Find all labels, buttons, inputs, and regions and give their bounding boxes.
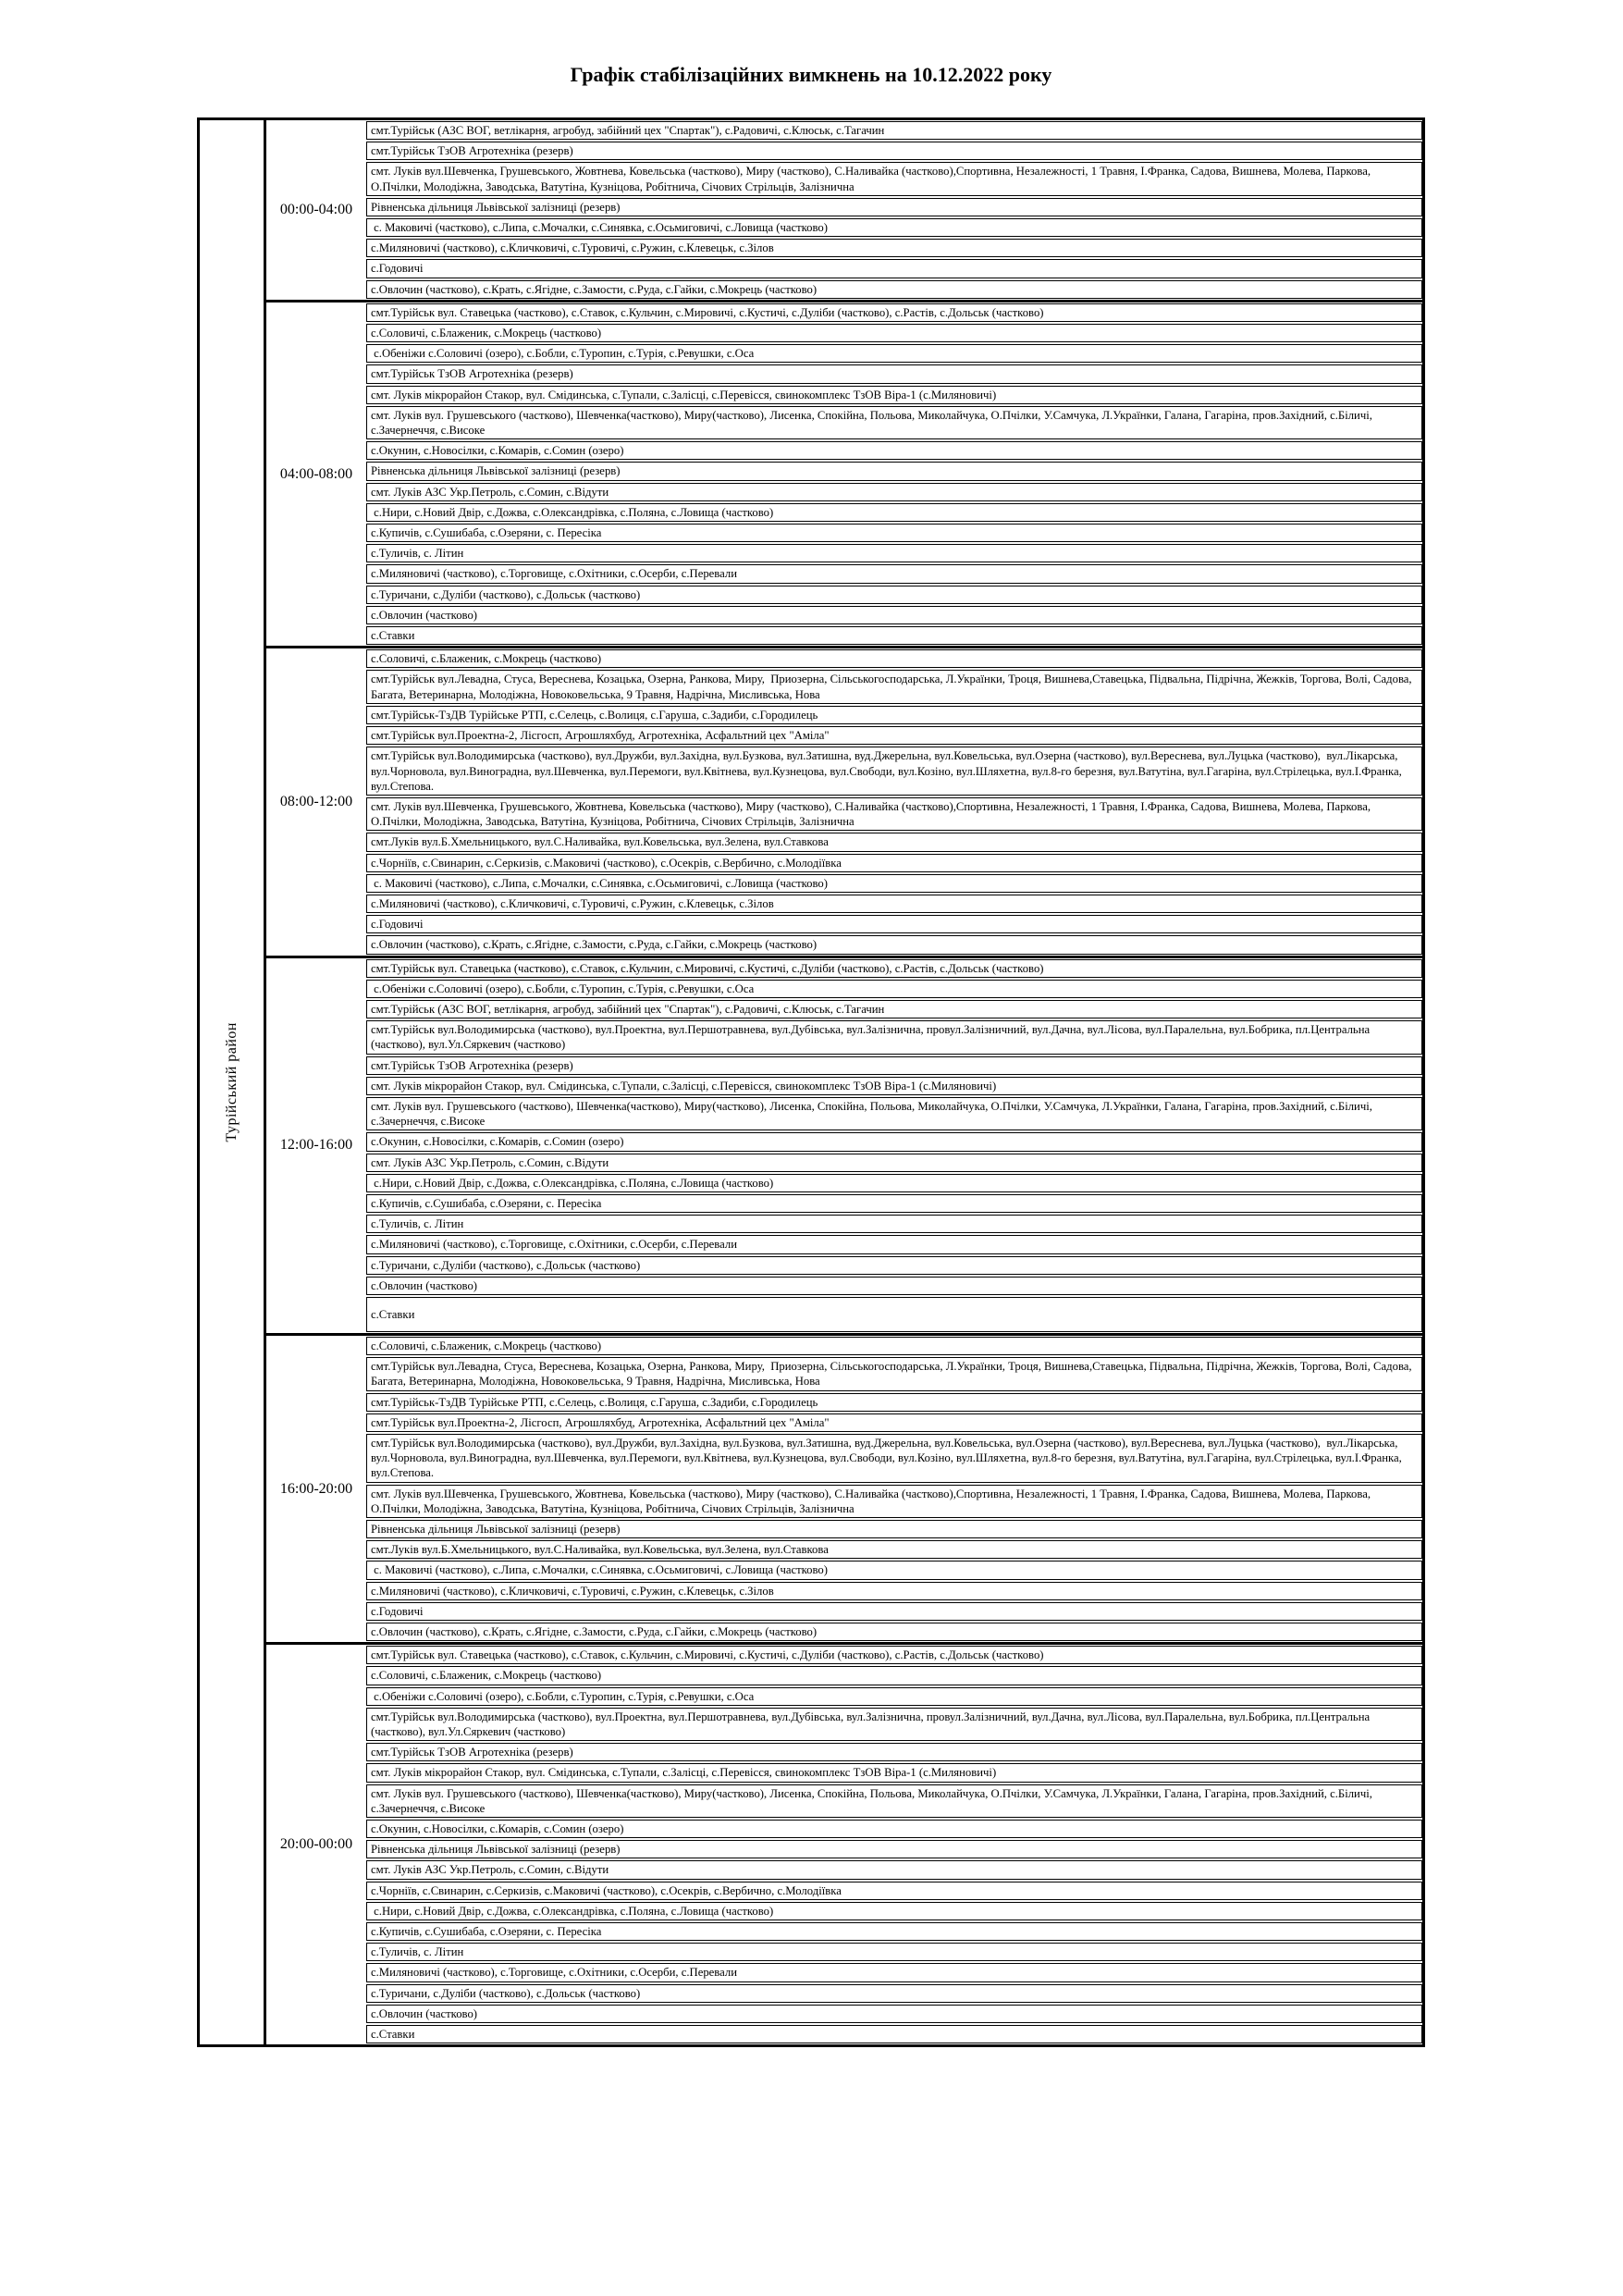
schedule-row [366,1602,1422,1621]
schedule-row [366,1708,1422,1741]
schedule-row [366,239,1422,257]
schedule-row-text: с.Нири, с.Новий Двір, с.Дожва, с.Олександрівка, с.Поляна, с.Ловища (частково) [371,1904,774,1918]
schedule-row-text: смт.Турійськ вул.Проектна-2, Лісгосп, Агрошляхбуд, Агротехніка, Асфальтний цех "Аміла" [371,1415,830,1429]
schedule-row-text: Рівненська дільниця Львівської залізниці (резерв) [371,1843,621,1857]
schedule-row [366,441,1422,460]
schedule-row [366,406,1422,439]
schedule-row [366,259,1422,278]
schedule-row-text: смт. Луків АЗС Укр.Петроль, с.Сомин, с.Відути [371,1863,609,1877]
schedule-row [366,2005,1422,2023]
schedule-row [366,649,1422,668]
schedule-row-text: смт. Луків вул. Грушевського (частково), Шевченка(частково), Миру(частково), Лисенка, Спокійна, Польова, Миколайчука, О.Пчілки, У.Самчука, Л.Українки, Галана, Гагаріна, пров.Західний, с.Біличі, с.Зачернеччя, с.Високе [371,408,1376,438]
schedule-row-text: с.Туричани, с.Дуліби (частково), с.Дольськ (частково) [371,1986,641,2000]
schedule-row-text: с.Миляновичі (частково), с.Торговище, с.Охітники, с.Осерби, с.Перевали [371,1238,737,1252]
schedule-row [366,2025,1422,2043]
schedule-row-text: смт.Турійськ вул.Володимирська (частково), вул.Проектна, вул.Першотравнева, вул.Дубівська, вул.Залізнична, провул.Залізничний, вул.Дачна, вул.Лісова, вул.Паралельна, вул.Бобрика, пл.Центральна (частково), вул.Ул.Сяркевич (частково) [371,1710,1373,1739]
schedule-row-text: смт. Луків мікрорайон Стакор, вул. Смідинська, с.Тупали, с.Залісці, с.Перевісся, свинокомплекс ТзОВ Віра-1 (с.Миляновичі) [371,1079,997,1092]
schedule-row [366,198,1422,216]
schedule-row [366,854,1422,872]
schedule-row-text: с.Миляновичі (частково), с.Кличковичі, с.Туровичі, с.Ружин, с.Клевецьк, с.Зілов [371,241,774,255]
schedule-row [366,1174,1422,1192]
schedule-row [366,1056,1422,1075]
schedule-row-text: смт.Турійськ-ТзДВ Турійське РТП, с.Селець, с.Волиця, с.Гаруша, с.Задиби, с.Городилець [371,1395,818,1409]
schedule-row [366,980,1422,998]
schedule-row-text: смт.Турійськ вул.Левадна, Стуса, Вереснева, Козацька, Озерна, Ранкова, Миру, Приозерна, Сільськогосподарська, Л.Українки, Троця, Вишнева,Ставецька, Підвальна, Підрічна, Жежків, Торгова, Волі, Садова, Багата, Ветеринарна, Молодіжна, Новоковельська, 9 Травня, Надрічна, Мисливська, Нова [371,673,1415,701]
schedule-row-text: с.Соловичі, с.Блаженик, с.Мокрець (частково) [371,652,602,666]
schedule-row-text: с.Окунин, с.Новосілки, с.Комарів, с.Сомин (озеро) [371,444,624,458]
schedule-row-text: с.Туричани, с.Дуліби (частково), с.Дольськ (частково) [371,587,641,601]
schedule-row-text: с.Ставки [371,2028,415,2042]
schedule-row-text: с. Маковичі (частково), с.Липа, с.Мочалки, с.Синявка, с.Осьмиговичі, с.Ловища (частково) [371,1563,828,1577]
schedule-row [366,1434,1422,1483]
schedule-row [366,1132,1422,1151]
schedule-row [366,121,1422,140]
schedule-row [366,503,1422,522]
schedule-row [366,874,1422,893]
schedule-row [366,1882,1422,1900]
schedule-row [366,544,1422,562]
schedule-row-text: с.Миляновичі (частково), с.Кличковичі, с.Туровичі, с.Ружин, с.Клевецьк, с.Зілов [371,896,774,910]
schedule-row [366,1154,1422,1172]
schedule-row-text: с.Туричани, с.Дуліби (частково), с.Дольськ (частково) [371,1258,641,1272]
schedule-row [366,1687,1422,1706]
schedule-row-text: с.Купичів, с.Сушибаба, с.Озеряни, с. Пересіка [371,526,602,540]
schedule-row [366,303,1422,322]
schedule-row [366,797,1422,831]
schedule-row-text: смт.Турійськ вул.Володимирська (частково), вул.Дружби, вул.Західна, вул.Бузкова, вул.Затишна, вуд.Джерельна, вул.Ковельська, вул.Озерна (частково), вул.Вереснева, вул.Луцька (частково), вул.Лікарська, вул.Чорновола, вул.Виноградна, вул.Шевченка, вул.Перемоги, вул.Квітнева, вул.Кузнецова, вул.Свободи, вул.Козіно, вул.Шляхетна, вул.8-го березня, вул.Ватутіна, вул.Гагаріна, вул.Стрілецька, вул.І.Франка, вул.Степова. [371,749,1405,793]
schedule-row [366,1561,1422,1579]
schedule-row [366,364,1422,383]
schedule-row-text: с.Туличів, с. Літин [371,1217,464,1231]
schedule-row-text: с.Нири, с.Новий Двір, с.Дожва, с.Олександрівка, с.Поляна, с.Ловища (частково) [371,505,774,519]
schedule-row-text: смт. Луків вул.Шевченка, Грушевського, Жовтнева, Ковельська (частково), Миру (частково), С.Наливайка (частково),Спортивна, Незалежності, 1 Травня, І.Франка, Садова, Вишнева, Молева, Паркова, О.Пчілки, Молодіжна, Заводська, Ватутіна, Кузніцова, Робітнича, Січових Стрільців, Залізнична [371,165,1374,193]
schedule-row-text: с.Годовичі [371,262,424,276]
schedule-row [366,1902,1422,1920]
time-block [266,646,1422,955]
schedule-row [366,162,1422,195]
schedule-row [366,1393,1422,1412]
schedule-row-text: с.Обеніжи с.Соловичі (озеро), с.Бобли, с.Туропин, с.Турія, с.Ревушки, с.Оса [371,1689,755,1703]
schedule-row [366,344,1422,363]
schedule-row-text: смт. Луків АЗС Укр.Петроль, с.Сомин, с.Відути [371,485,609,499]
time-slot-label: 16:00-20:00 [279,1480,353,1497]
schedule-row-text: с.Годовичі [371,918,424,932]
schedule-row-text: смт.Луків вул.Б.Хмельницького, вул.С.Наливайка, вул.Ковельська, вул.Зелена, вул.Ставкова [371,835,829,849]
schedule-row-text: с.Миляновичі (частково), с.Торговище, с.Охітники, с.Осерби, с.Перевали [371,567,737,581]
schedule-row [366,1077,1422,1095]
schedule-row-text: с.Нири, с.Новий Двір, с.Дожва, с.Олександрівка, с.Поляна, с.Ловища (частково) [371,1176,774,1190]
schedule-row [366,1623,1422,1641]
schedule-row [366,1297,1422,1332]
schedule-row-text: смт.Турійськ вул. Ставецька (частково), с.Ставок, с.Кульчин, с.Мировичі, с.Кустичі, с.Дуліби (частково), с.Растів, с.Дольськ (частково) [371,961,1044,975]
schedule-row [366,706,1422,724]
schedule-row-text: смт. Луків мікрорайон Стакор, вул. Смідинська, с.Тупали, с.Залісці, с.Перевісся, свинокомплекс ТзОВ Віра-1 (с.Миляновичі) [371,1766,997,1780]
schedule-row [366,935,1422,954]
schedule-row-text: с.Миляновичі (частково), с.Торговище, с.Охітники, с.Осерби, с.Перевали [371,1966,737,1980]
time-block [266,956,1422,1333]
schedule-row [366,1840,1422,1858]
schedule-row [366,726,1422,745]
schedule-row-text: с.Чорніїв, с.Свинарин, с.Серкизів, с.Маковичі (частково), с.Осекрів, с.Вербично, с.Молодіївка [371,1883,842,1897]
schedule-row-text: смт.Турійськ ТзОВ Агротехніка (резерв) [371,367,573,381]
schedule-row-text: с.Годовичі [371,1604,424,1618]
schedule-row [366,959,1422,978]
schedule-row [366,1235,1422,1253]
time-slot-label: 20:00-00:00 [279,1836,353,1853]
time-slot-label: 04:00-08:00 [279,465,353,482]
schedule-row-text: смт.Турійськ вул.Володимирська (частково), вул.Дружби, вул.Західна, вул.Бузкова, вул.Затишна, вуд.Джерельна, вул.Ковельська, вул.Озерна (частково), вул.Вереснева, вул.Луцька (частково), вул.Лікарська, вул.Чорновола, вул.Виноградна, вул.Шевченка, вул.Перемоги, вул.Квітнева, вул.Кузнецова, вул.Свободи, вул.Козіно, вул.Шляхетна, вул.8-го березня, вул.Ватутіна, вул.Гагаріна, вул.Стрілецька, вул.І.Франка, вул.Степова. [371,1437,1405,1480]
schedule-row [366,483,1422,501]
schedule-row-text: с.Соловичі, с.Блаженик, с.Мокрець (частково) [371,1339,602,1352]
schedule-row-text: смт. Луків вул.Шевченка, Грушевського, Жовтнева, Ковельська (частково), Миру (частково), С.Наливайка (частково),Спортивна, Незалежності, 1 Травня, І.Франка, Садова, Вишнева, Молева, Паркова, О.Пчілки, Молодіжна, Заводська, Ватутіна, Кузніцова, Робітнича, Січових Стрільців, Залізнична [371,1487,1374,1515]
schedule-row-text: смт.Турійськ ТзОВ Агротехніка (резерв) [371,1746,573,1759]
schedule-row [366,606,1422,624]
schedule-row-text: смт.Турійськ вул.Левадна, Стуса, Вереснева, Козацька, Озерна, Ранкова, Миру, Приозерна, Сільськогосподарська, Л.Українки, Троця, Вишнева,Ставецька, Підвальна, Підрічна, Жежків, Торгова, Волі, Садова, Багата, Ветеринарна, Молодіжна, Новоковельська, 9 Травня, Надрічна, Мисливська, Нова [371,1360,1415,1389]
rows-group [366,648,1422,955]
schedule-row-text: смт.Турійськ вул.Проектна-2, Лісгосп, Агрошляхбуд, Агротехніка, Асфальтний цех "Аміла" [371,729,830,743]
schedule-row [366,1000,1422,1018]
schedule-row-text: с.Чорніїв, с.Свинарин, с.Серкизів, с.Маковичі (частково), с.Осекрів, с.Вербично, с.Молодіївка [371,856,842,870]
schedule-row-text: с.Обеніжи с.Соловичі (озеро), с.Бобли, с.Туропин, с.Турія, с.Ревушки, с.Оса [371,981,755,995]
time-block [266,1333,1422,1642]
schedule-row [366,833,1422,851]
time-block [266,300,1422,646]
rows-group [366,302,1422,646]
schedule-row-text: с.Овлочин (частково) [371,1278,478,1292]
schedule-row-text: с.Соловичі, с.Блаженик, с.Мокрець (частково) [371,1669,602,1683]
schedule-row [366,1540,1422,1559]
time-slot-label: 08:00-12:00 [279,793,353,809]
schedule-row [366,1860,1422,1879]
time-block [266,120,1422,300]
schedule-row-text: с.Ставки [371,1307,415,1321]
schedule-row [366,915,1422,933]
blocks-container [266,120,1422,2044]
schedule-row-text: Рівненська дільниця Львівської залізниці (резерв) [371,200,621,214]
schedule-row-text: с.Овлочин (частково), с.Крать, с.Ягідне, с.Замости, с.Руда, с.Гайки, с.Мокрець (частково) [371,1625,818,1639]
schedule-row-text: Рівненська дільниця Львівської залізниці (резерв) [371,464,621,478]
schedule-row [366,1820,1422,1838]
schedule-row [366,626,1422,645]
schedule-row-text: с.Овлочин (частково) [371,2006,478,2020]
schedule-row-text: с.Овлочин (частково) [371,608,478,622]
schedule-row-text: с.Туличів, с. Літин [371,1945,464,1959]
schedule-row [366,218,1422,237]
schedule-row-text: смт.Турійськ вул. Ставецька (частково), с.Ставок, с.Кульчин, с.Мировичі, с.Кустичі, с.Дуліби (частково), с.Растів, с.Дольськ (частково) [371,1648,1044,1662]
schedule-row [366,1763,1422,1782]
schedule-row-text: с.Ставки [371,629,415,643]
schedule-table [197,117,1425,2047]
schedule-row [366,1743,1422,1761]
schedule-row [366,1020,1422,1054]
schedule-row [366,1413,1422,1432]
schedule-row [366,324,1422,342]
schedule-row-text: смт.Турійськ вул. Ставецька (частково), с.Ставок, с.Кульчин, с.Мировичі, с.Кустичі, с.Дуліби (частково), с.Растів, с.Дольськ (частково) [371,305,1044,319]
schedule-row [366,386,1422,404]
schedule-row [366,142,1422,160]
schedule-row [366,1337,1422,1355]
rows-group [366,1645,1422,2044]
schedule-row-text: с.Обеніжи с.Соловичі (озеро), с.Бобли, с.Туропин, с.Турія, с.Ревушки, с.Оса [371,347,755,361]
schedule-row [366,747,1422,796]
schedule-row [366,1520,1422,1538]
schedule-row-text: с.Овлочин (частково), с.Крать, с.Ягідне, с.Замости, с.Руда, с.Гайки, с.Мокрець (частково) [371,282,818,296]
schedule-row-text: смт. Луків вул. Грушевського (частково), Шевченка(частково), Миру(частково), Лисенка, Спокійна, Польова, Миколайчука, О.Пчілки, У.Самчука, Л.Українки, Галана, Гагаріна, пров.Західний, с.Біличі, с.Зачернеччя, с.Високе [371,1786,1376,1815]
schedule-row-text: смт.Луків вул.Б.Хмельницького, вул.С.Наливайка, вул.Ковельська, вул.Зелена, вул.Ставкова [371,1543,829,1557]
schedule-row [366,1582,1422,1600]
schedule-row [366,462,1422,480]
schedule-row [366,1784,1422,1818]
schedule-row-text: с.Купичів, с.Сушибаба, с.Озеряни, с. Пересіка [371,1925,602,1939]
schedule-row-text: с.Купичів, с.Сушибаба, с.Озеряни, с. Пересіка [371,1196,602,1210]
schedule-row [366,670,1422,703]
schedule-row [366,1097,1422,1130]
schedule-row-text: с. Маковичі (частково), с.Липа, с.Мочалки, с.Синявка, с.Осьмиговичі, с.Ловища (частково) [371,221,828,235]
schedule-row-text: смт. Луків мікрорайон Стакор, вул. Смідинська, с.Тупали, с.Залісці, с.Перевісся, свинокомплекс ТзОВ Віра-1 (с.Миляновичі) [371,388,997,401]
page-title: Графік стабілізаційних вимкнень на 10.12.2022 року [570,63,1052,86]
district-cell [200,120,266,2044]
schedule-row-text: смт.Турійськ ТзОВ Агротехніка (резерв) [371,144,573,158]
time-slot-label: 00:00-04:00 [279,201,353,217]
schedule-row [366,524,1422,542]
schedule-row [366,1943,1422,1961]
schedule-row-text: смт.Турійськ (АЗС ВОГ, ветлікарня, агробуд, забійний цех "Спартак"), с.Радовичі, с.Клюськ, с.Тагачин [371,1002,885,1016]
schedule-row-text: с. Маковичі (частково), с.Липа, с.Мочалки, с.Синявка, с.Осьмиговичі, с.Ловища (частково) [371,876,828,890]
schedule-row [366,586,1422,604]
schedule-row [366,1277,1422,1295]
schedule-row [366,1194,1422,1213]
time-block [266,1642,1422,2044]
schedule-row [366,1963,1422,1981]
schedule-row-text: с.Туличів, с. Літин [371,547,464,561]
schedule-row-text: с.Окунин, с.Новосілки, с.Комарів, с.Сомин (озеро) [371,1135,624,1149]
schedule-row-text: смт. Луків вул.Шевченка, Грушевського, Жовтнева, Ковельська (частково), Миру (частково), С.Наливайка (частково),Спортивна, Незалежності, 1 Травня, І.Франка, Садова, Вишнева, Молева, Паркова, О.Пчілки, Молодіжна, Заводська, Ватутіна, Кузніцова, Робітнича, Січових Стрільців, Залізнична [371,799,1374,829]
schedule-row-text: смт.Турійськ вул.Володимирська (частково), вул.Проектна, вул.Першотравнева, вул.Дубівська, вул.Залізнична, провул.Залізничний, вул.Дачна, вул.Лісова, вул.Паралельна, вул.Бобрика, пл.Центральна (частково), вул.Ул.Сяркевич (частково) [371,1023,1373,1052]
schedule-row [366,280,1422,299]
schedule-row-text: смт. Луків АЗС Укр.Петроль, с.Сомин, с.Відути [371,1155,609,1169]
schedule-row-text: с.Миляновичі (частково), с.Кличковичі, с.Туровичі, с.Ружин, с.Клевецьк, с.Зілов [371,1584,774,1598]
schedule-row-text: с.Окунин, с.Новосілки, с.Комарів, с.Сомин (озеро) [371,1822,624,1836]
schedule-row [366,1485,1422,1518]
rows-group [366,1336,1422,1642]
schedule-row [366,1666,1422,1685]
schedule-row [366,564,1422,583]
schedule-row-text: смт.Турійськ (АЗС ВОГ, ветлікарня, агробуд, забійний цех "Спартак"), с.Радовичі, с.Клюськ, с.Тагачин [371,124,885,137]
schedule-row-text: с.Овлочин (частково), с.Крать, с.Ягідне, с.Замости, с.Руда, с.Гайки, с.Мокрець (частково) [371,938,818,952]
schedule-row-text: смт.Турійськ ТзОВ Агротехніка (резерв) [371,1058,573,1072]
schedule-row-text: с.Соловичі, с.Блаженик, с.Мокрець (частково) [371,327,602,340]
rows-group [366,958,1422,1333]
schedule-row-text: смт. Луків вул. Грушевського (частково), Шевченка(частково), Миру(частково), Лисенка, Спокійна, Польова, Миколайчука, О.Пчілки, У.Самчука, Л.Українки, Галана, Гагаріна, пров.Західний, с.Біличі, с.Зачернеччя, с.Високе [371,1099,1376,1129]
district-label: Турійський район [223,1022,240,1142]
schedule-row [366,1646,1422,1664]
schedule-row [366,1256,1422,1275]
rows-group [366,120,1422,300]
schedule-row-text: смт.Турійськ-ТзДВ Турійське РТП, с.Селець, с.Волиця, с.Гаруша, с.Задиби, с.Городилець [371,708,818,722]
time-slot-label: 12:00-16:00 [279,1137,353,1154]
schedule-row [366,1984,1422,2003]
schedule-row [366,895,1422,913]
schedule-row [366,1215,1422,1233]
schedule-row-text: Рівненська дільниця Львівської залізниці (резерв) [371,1523,621,1537]
schedule-row [366,1357,1422,1390]
schedule-row [366,1922,1422,1941]
